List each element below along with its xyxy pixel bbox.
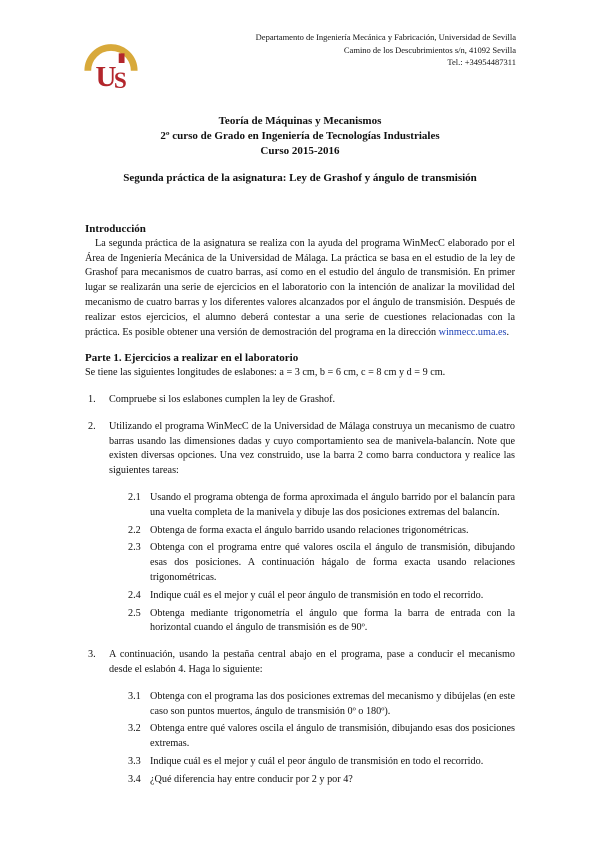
subtask-text: Indique cuál es el mejor y cuál el peor ángulo de transmisión en todo el recorrido.	[150, 755, 484, 767]
department-address	[256, 31, 516, 69]
subtask-number: 3.4	[128, 773, 141, 785]
part1-heading: Parte 1. Ejercicios a realizar en el laboratorio	[85, 352, 299, 365]
subtask-text: ¿Qué diferencia hay entre conducir por 2 y por 4?	[150, 773, 353, 785]
university-seal-logo	[82, 34, 140, 92]
subtask-number: 2.4	[128, 589, 141, 601]
subtask-number: 3.2	[128, 723, 141, 735]
svg-text:S: S	[113, 68, 127, 92]
exercise-number: 3.	[88, 649, 96, 661]
winmecc-link[interactable]: winmecc.uma.es	[438, 326, 507, 338]
subtask-text: Obtenga con el programa entre qué valores oscila el ángulo de transmisión, dibujando esas dos posiciones. A continuación hágalo de forma exacta usando relaciones trigonométricas.	[150, 542, 515, 583]
subtask-item	[109, 722, 515, 752]
seal-letters: U	[95, 61, 117, 92]
subtask-text: Obtenga entre qué valores oscila el ángulo de transmisión, dibujando esas dos posiciones extremas.	[150, 723, 515, 750]
exercise-text: Compruebe si los eslabones cumplen la ley de Grashof.	[109, 393, 336, 405]
subtask-list	[109, 690, 515, 788]
practice-subtitle: Segunda práctica de la asignatura: Ley de Grashof y ángulo de transmisión	[123, 172, 477, 184]
exercise-item	[85, 420, 515, 636]
course-title: Teoría de Máquinas y Mecanismos	[218, 115, 382, 127]
subtask-text: Obtenga mediante trigonometría el ángulo que forma la barra de entrada con la horizontal cuando el ángulo de transmisión es de 90º.	[150, 607, 515, 634]
academic-year: Curso 2015-2016	[260, 145, 340, 157]
degree-line: 2º curso de Grado en Ingeniería de Tecnologías Industriales	[160, 130, 440, 142]
subtask-number: 3.1	[128, 690, 141, 702]
subtask-item	[109, 524, 515, 539]
subtask-text: Obtenga con el programa las dos posiciones extremas del mecanismo y dibújelas (en este caso son puntos muertos, ángulo de transmisión 0º o 180º).	[150, 690, 515, 717]
exercise-number: 1.	[88, 393, 96, 405]
subtask-list	[109, 491, 515, 636]
title-block	[60, 114, 540, 159]
subtask-item	[109, 541, 515, 585]
subtask-text: Obtenga de forma exacta el ángulo barrido usando relaciones trigonométricas.	[150, 524, 469, 536]
exercise-list	[85, 393, 515, 788]
subtask-number: 2.5	[128, 607, 141, 619]
subtask-number: 2.2	[128, 524, 141, 536]
subtask-item	[109, 491, 515, 521]
subtask-number: 3.3	[128, 755, 141, 767]
phone-number: Tel.: +34954487311	[447, 57, 516, 67]
intro-heading: Introducción	[85, 223, 146, 235]
subtask-item	[109, 690, 515, 720]
subtask-number: 2.1	[128, 491, 141, 503]
street-address: Camino de los Descubrimientos s/n, 41092 Sevilla	[343, 44, 516, 55]
subtask-item	[109, 773, 515, 788]
exercise-item	[85, 393, 515, 408]
exercise-item	[85, 648, 515, 787]
document-body	[85, 222, 515, 800]
subtask-item	[109, 589, 515, 604]
subtask-item	[109, 607, 515, 637]
exercise-number: 2.	[88, 420, 96, 432]
subtask-item	[109, 755, 515, 770]
lengths-statement: Se tiene las siguientes longitudes de eslabones: a = 3 cm, b = 6 cm, c = 8 cm y d = 9 cm.	[85, 367, 446, 379]
subtask-number: 2.3	[128, 542, 141, 554]
intro-paragraph: La segunda práctica de la asignatura se realiza con la ayuda del programa WinMecC elaborado por el Área de Ingeniería Mecánica de la Universidad de Málaga. La práctica se basa en el estudio de la ley de Grashof para mecanismos de cuatro barras, así como en el estudio del ángulo de transmisión. En primer lugar se realizarán una serie de ejercicios en el laboratorio con la intención de analizar la movilidad del mecanismo de cuatro barras y los diferentes valores alcanzados por el ángulo de transmisión. Después de realizar estos ejercicios, el alumno deberá contestar a una serie de cuestiones relacionadas con la práctica. Es posible obtener una versión de demostración del programa en la dirección winmecc.uma.es.	[85, 237, 515, 338]
exercise-text: A continuación, usando la pestaña central abajo en el programa, pase a conducir el mecanismo desde el eslabón 4. Haga lo siguiente:	[109, 649, 515, 675]
exercise-text: Utilizando el programa WinMecC de la Universidad de Málaga construya un mecanismo de cuatro barras usando las dimensiones dadas y cuyo comportamiento sea de manivela-balancín. Note que existen diversas opciones. Una vez construido, use la barra 2 como barra conductora y realice las siguientes tareas:	[109, 420, 515, 477]
department-name: Departamento de Ingeniería Mecánica y Fabricación, Universidad de Sevilla	[255, 32, 516, 42]
subtask-text: Indique cuál es el mejor y cuál el peor ángulo de transmisión en todo el recorrido.	[150, 589, 484, 601]
subtask-text: Usando el programa obtenga de forma aproximada el ángulo barrido por el balancín para una vuelta completa de la manivela y dibuje las dos posiciones extremas del balancín.	[150, 491, 515, 518]
